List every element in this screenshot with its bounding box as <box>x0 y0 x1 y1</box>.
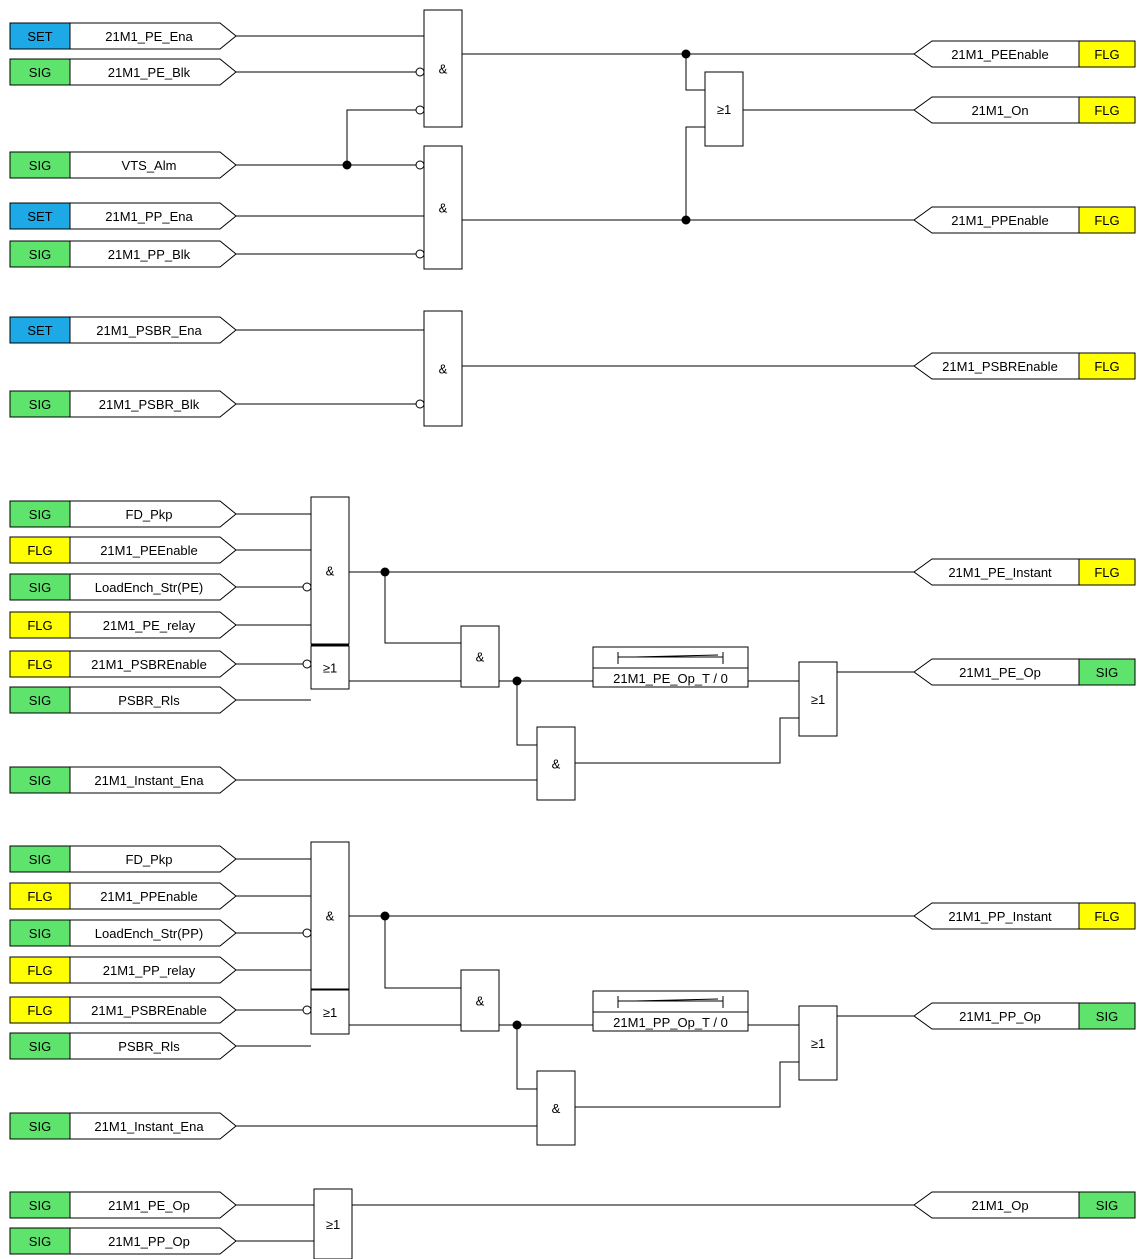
output-21m1-pp-op <box>914 1003 1135 1029</box>
input-type-label: SIG <box>28 580 52 595</box>
input-signal-name: 21M1_PSBR_Ena <box>96 323 202 338</box>
input-signal-name: 21M1_PP_Op <box>108 1234 190 1249</box>
input-type-label: FLG <box>27 1003 53 1018</box>
input-type-label: FLG <box>27 618 53 633</box>
input-signal-name: 21M1_Instant_Ena <box>94 773 204 788</box>
wire <box>347 110 420 165</box>
output-21m1-psbrenable <box>914 353 1135 379</box>
output-type-label: SIG <box>1095 1198 1119 1213</box>
logic-gate <box>537 727 575 800</box>
inversion-bubble <box>303 1006 311 1014</box>
input-21m1-pe-relay <box>10 612 236 638</box>
logic-gate <box>311 497 349 644</box>
input-21m1-instant-ena <box>10 1113 236 1139</box>
inversion-bubble <box>303 929 311 937</box>
input-type-label: SIG <box>28 926 52 941</box>
input-type-label: SIG <box>28 247 52 262</box>
output-signal-name: 21M1_PEEnable <box>951 47 1049 62</box>
input-type-label: SIG <box>28 507 52 522</box>
input-signal-name: 21M1_PSBREnable <box>91 657 207 672</box>
input-signal-name: LoadEnch_Str(PP) <box>94 926 204 941</box>
logic-gate <box>799 662 837 736</box>
output-21m1-ppenable <box>914 207 1135 233</box>
timers <box>593 647 748 1031</box>
gate-symbol: ≥1 <box>322 1005 338 1020</box>
input-signal-name: PSBR_Rls <box>118 1039 180 1054</box>
input-vts-alm <box>10 152 236 178</box>
junction-dot <box>513 677 522 686</box>
wire <box>575 718 799 763</box>
inversion-bubble <box>303 660 311 668</box>
inversion-bubble <box>416 161 424 169</box>
output-21m1-op <box>914 1192 1135 1218</box>
input-21m1-pe-blk <box>10 59 236 85</box>
gate-symbol: & <box>551 1101 561 1116</box>
input-psbr-rls <box>10 1033 236 1059</box>
input-signal-name: 21M1_PE_relay <box>102 618 196 633</box>
gate-symbol: & <box>325 908 335 924</box>
input-fd-pkp <box>10 501 236 527</box>
wire <box>686 127 705 220</box>
gate-symbol: & <box>551 756 561 772</box>
logic-gate <box>705 72 743 146</box>
input-type-label: FLG <box>27 963 53 978</box>
input-type-label: SIG <box>28 773 52 788</box>
output-type-label: FLG <box>1094 909 1120 924</box>
input-signal-name: 21M1_PE_Blk <box>107 65 191 80</box>
timer-label: 21M1_PE_Op_T / 0 <box>613 671 728 686</box>
input-type-label: FLG <box>27 543 53 558</box>
gate-symbol: & <box>475 649 485 665</box>
input-signal-name: PSBR_Rls <box>118 693 180 708</box>
gate-symbol: & <box>438 200 448 216</box>
output-signal-name: 21M1_PP_Op <box>959 1009 1041 1024</box>
logic-gate <box>537 1071 575 1145</box>
output-21m1-on <box>914 97 1135 123</box>
output-type-label: SIG <box>1095 1009 1119 1024</box>
input-type-label: SIG <box>28 1039 52 1054</box>
input-21m1-pp-ena <box>10 203 236 229</box>
outputs <box>914 41 1135 1218</box>
input-signal-name: 21M1_PPEnable <box>100 889 198 904</box>
input-21m1-psbr-ena <box>10 317 236 343</box>
output-type-label: FLG <box>1094 213 1120 228</box>
input-21m1-pp-relay <box>10 957 236 983</box>
output-type-label: FLG <box>1094 359 1120 374</box>
marks <box>303 50 691 1030</box>
logic-gate <box>311 990 349 1034</box>
output-signal-name: 21M1_Op <box>971 1198 1029 1213</box>
gate-symbol: ≥1 <box>716 102 732 117</box>
output-21m1-pp-instant <box>914 903 1135 929</box>
input-21m1-psbrenable <box>10 651 236 677</box>
input-signal-name: 21M1_PSBR_Blk <box>98 397 200 412</box>
input-type-label: SET <box>27 29 53 44</box>
inversion-bubble <box>416 106 424 114</box>
wire <box>385 572 461 643</box>
output-signal-name: 21M1_PE_Op <box>959 665 1041 680</box>
gate-symbol: & <box>325 563 335 579</box>
gate-symbol: ≥1 <box>810 1036 826 1051</box>
gate-symbol: & <box>438 61 448 77</box>
input-21m1-pp-blk <box>10 241 236 267</box>
input-signal-name: 21M1_PSBREnable <box>91 1003 207 1018</box>
delay-timer <box>593 647 748 687</box>
output-signal-name: 21M1_PPEnable <box>951 213 1049 228</box>
input-21m1-psbrenable <box>10 997 236 1023</box>
input-type-label: FLG <box>27 657 53 672</box>
logic-gate <box>424 146 462 269</box>
input-signal-name: VTS_Alm <box>121 158 177 173</box>
output-type-label: FLG <box>1094 565 1120 580</box>
output-21m1-peenable <box>914 41 1135 67</box>
input-21m1-pp-op <box>10 1228 236 1254</box>
junction-dot <box>682 216 691 225</box>
output-21m1-pe-op <box>914 659 1135 685</box>
gates <box>311 10 837 1259</box>
output-type-label: FLG <box>1094 47 1120 62</box>
input-signal-name: 21M1_PEEnable <box>100 543 198 558</box>
input-signal-name: FD_Pkp <box>125 507 173 522</box>
wire <box>385 916 461 988</box>
output-signal-name: 21M1_On <box>971 103 1029 118</box>
input-signal-name: 21M1_PE_Ena <box>105 29 193 44</box>
output-21m1-pe-instant <box>914 559 1135 585</box>
input-signal-name: 21M1_Instant_Ena <box>94 1119 204 1134</box>
timer-label: 21M1_PP_Op_T / 0 <box>613 1015 728 1030</box>
gate-symbol: ≥1 <box>810 692 826 707</box>
wire <box>517 1025 537 1089</box>
input-type-label: SET <box>27 323 53 338</box>
input-21m1-instant-ena <box>10 767 236 793</box>
input-21m1-pe-ena <box>10 23 236 49</box>
inversion-bubble <box>416 68 424 76</box>
inversion-bubble <box>416 400 424 408</box>
wire <box>517 681 537 745</box>
input-type-label: SIG <box>28 397 52 412</box>
input-type-label: SIG <box>28 1198 52 1213</box>
output-type-label: SIG <box>1095 665 1119 680</box>
input-21m1-ppenable <box>10 883 236 909</box>
output-signal-name: 21M1_PE_Instant <box>948 565 1052 580</box>
input-signal-name: FD_Pkp <box>125 852 173 867</box>
gate-symbol: & <box>475 993 485 1009</box>
logic-gate <box>314 1189 352 1259</box>
input-signal-name: 21M1_PP_Blk <box>107 247 191 262</box>
delay-timer <box>593 991 748 1031</box>
logic-gate <box>461 626 499 687</box>
input-type-label: SET <box>27 209 53 224</box>
input-signal-name: 21M1_PE_Op <box>108 1198 190 1213</box>
input-loadench-str-pe <box>10 574 236 600</box>
input-21m1-pe-op <box>10 1192 236 1218</box>
logic-gate <box>461 970 499 1031</box>
output-signal-name: 21M1_PSBREnable <box>942 359 1058 374</box>
output-signal-name: 21M1_PP_Instant <box>948 909 1052 924</box>
wire <box>575 1062 799 1107</box>
gate-symbol: ≥1 <box>322 660 338 676</box>
input-type-label: SIG <box>28 65 52 80</box>
input-signal-name: 21M1_PP_Ena <box>105 209 193 224</box>
logic-gate <box>799 1006 837 1080</box>
input-type-label: SIG <box>28 1234 52 1249</box>
input-21m1-peenable <box>10 537 236 563</box>
logic-gate <box>424 311 462 426</box>
input-type-label: SIG <box>28 852 52 867</box>
junction-dot <box>381 568 390 577</box>
output-type-label: FLG <box>1094 103 1120 118</box>
gate-symbol: & <box>438 361 448 377</box>
junction-dot <box>682 50 691 59</box>
junction-dot <box>513 1021 522 1030</box>
gate-symbol: ≥1 <box>325 1217 341 1232</box>
input-fd-pkp <box>10 846 236 872</box>
inputs <box>10 23 236 1254</box>
wire <box>686 54 705 90</box>
logic-gate <box>311 842 349 989</box>
input-type-label: FLG <box>27 889 53 904</box>
input-signal-name: LoadEnch_Str(PE) <box>94 580 204 595</box>
input-21m1-psbr-blk <box>10 391 236 417</box>
junction-dot <box>381 912 390 921</box>
logic-gate <box>311 646 349 689</box>
inversion-bubble <box>416 250 424 258</box>
input-signal-name: 21M1_PP_relay <box>102 963 196 978</box>
logic-gate <box>424 10 462 127</box>
junction-dot <box>343 161 352 170</box>
input-type-label: SIG <box>28 693 52 708</box>
inversion-bubble <box>303 583 311 591</box>
input-type-label: SIG <box>28 1119 52 1134</box>
input-loadench-str-pp <box>10 920 236 946</box>
input-psbr-rls <box>10 687 236 713</box>
input-type-label: SIG <box>28 158 52 173</box>
